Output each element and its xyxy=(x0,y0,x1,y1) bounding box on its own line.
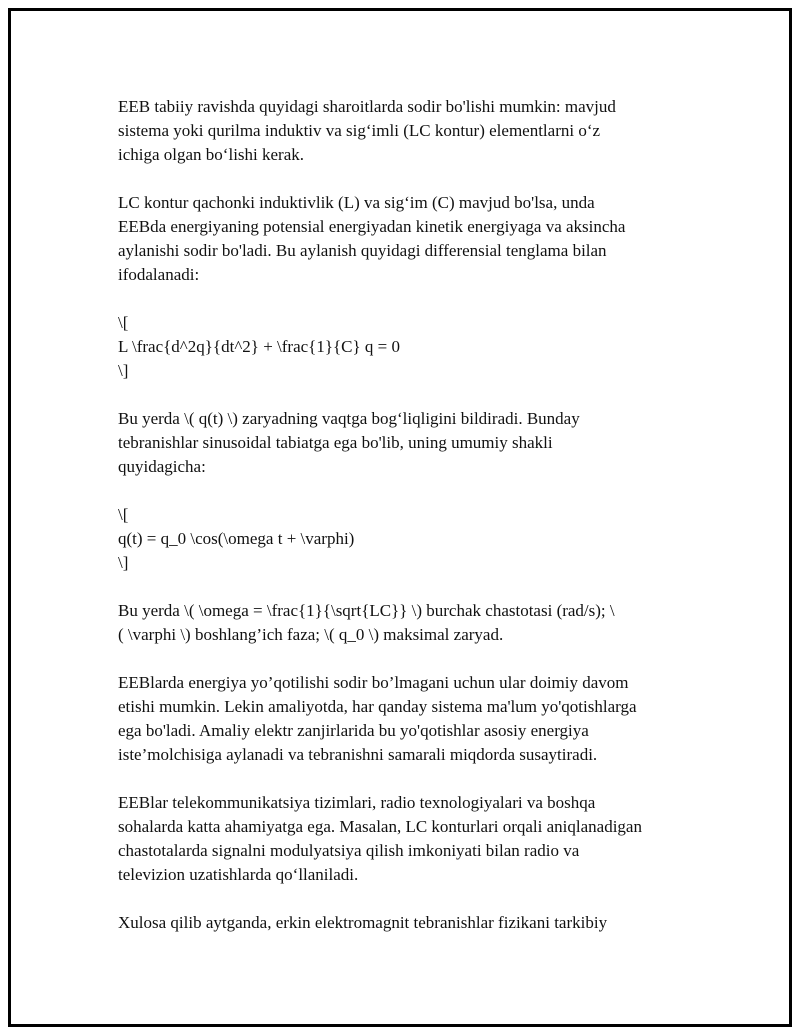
paragraph-conclusion xyxy=(118,911,678,935)
text-line: televizion uzatishlarda qo‘llaniladi. xyxy=(118,865,359,884)
text-line: ega bo'ladi. Amaliy elektr zanjirlarida bu yo'qotishlar asosiy energiya xyxy=(118,721,589,740)
equation-solution xyxy=(118,503,678,575)
text-line: EEBda energiyaning potensial energiyadan kinetik energiyaga va aksincha xyxy=(118,217,626,236)
equation-line: \[ xyxy=(118,313,129,332)
text-line: chastotalarda signalni modulyatsiya qilish imkoniyati bilan radio va xyxy=(118,841,580,860)
text-line: aylanishi sodir bo'ladi. Bu aylanish quyidagi differensial tenglama bilan xyxy=(118,241,607,260)
text-line: EEB tabiiy ravishda quyidagi sharoitlarda sodir bo'lishi mumkin: mavjud xyxy=(118,97,616,116)
paragraph-frequency-definition xyxy=(118,599,678,647)
text-line: EEBlarda energiya yo’qotilishi sodir bo’lmagani uchun ular doimiy davom xyxy=(118,673,629,692)
text-line: Bu yerda \( \omega = \frac{1}{\sqrt{LC}} \) burchak chastotasi (rad/s); \ xyxy=(118,601,615,620)
equation-line: \] xyxy=(118,361,129,380)
equation-line: \[ xyxy=(118,505,129,524)
text-line: etishi mumkin. Lekin amaliyotda, har qanday sistema ma'lum yo'qotishlarga xyxy=(118,697,637,716)
text-line: LC kontur qachonki induktivlik (L) va sig‘im (C) mavjud bo'lsa, unda xyxy=(118,193,595,212)
text-line: sohalarda katta ahamiyatga ega. Masalan, LC konturlari orqali aniqlanadigan xyxy=(118,817,642,836)
text-line: Xulosa qilib aytganda, erkin elektromagnit tebranishlar fizikani tarkibiy xyxy=(118,913,608,932)
text-line: sistema yoki qurilma induktiv va sig‘imli (LC kontur) elementlarni o‘z xyxy=(118,121,601,140)
equation-differential xyxy=(118,311,678,383)
text-line: ( \varphi \) boshlang’ich faza; \( q_0 \) maksimal zaryad. xyxy=(118,625,504,644)
text-line: EEBlar telekommunikatsiya tizimlari, radio texnologiyalari va boshqa xyxy=(118,793,596,812)
paragraph-applications xyxy=(118,791,678,887)
equation-line: q(t) = q_0 \cos(\omega t + \varphi) xyxy=(118,529,355,548)
equation-line: L \frac{d^2q}{dt^2} + \frac{1}{C} q = 0 xyxy=(118,337,400,356)
paragraph-charge-explanation xyxy=(118,407,678,479)
paragraph-lc-circuit xyxy=(118,191,678,287)
text-line: iste’molchisiga aylanadi va tebranishni samarali miqdorda susaytiradi. xyxy=(118,745,598,764)
text-line: Bu yerda \( q(t) \) zaryadning vaqtga bog‘liqligini bildiradi. Bunday xyxy=(118,409,580,428)
equation-line: \] xyxy=(118,553,129,572)
paragraph-eeb-conditions xyxy=(118,95,678,167)
document-body xyxy=(118,95,678,959)
text-line: quyidagicha: xyxy=(118,457,206,476)
page-frame xyxy=(8,8,792,1027)
text-line: tebranishlar sinusoidal tabiatga ega bo'lib, uning umumiy shakli xyxy=(118,433,553,452)
text-line: ichiga olgan bo‘lishi kerak. xyxy=(118,145,305,164)
text-line: ifodalanadi: xyxy=(118,265,200,284)
paragraph-energy-losses xyxy=(118,671,678,767)
